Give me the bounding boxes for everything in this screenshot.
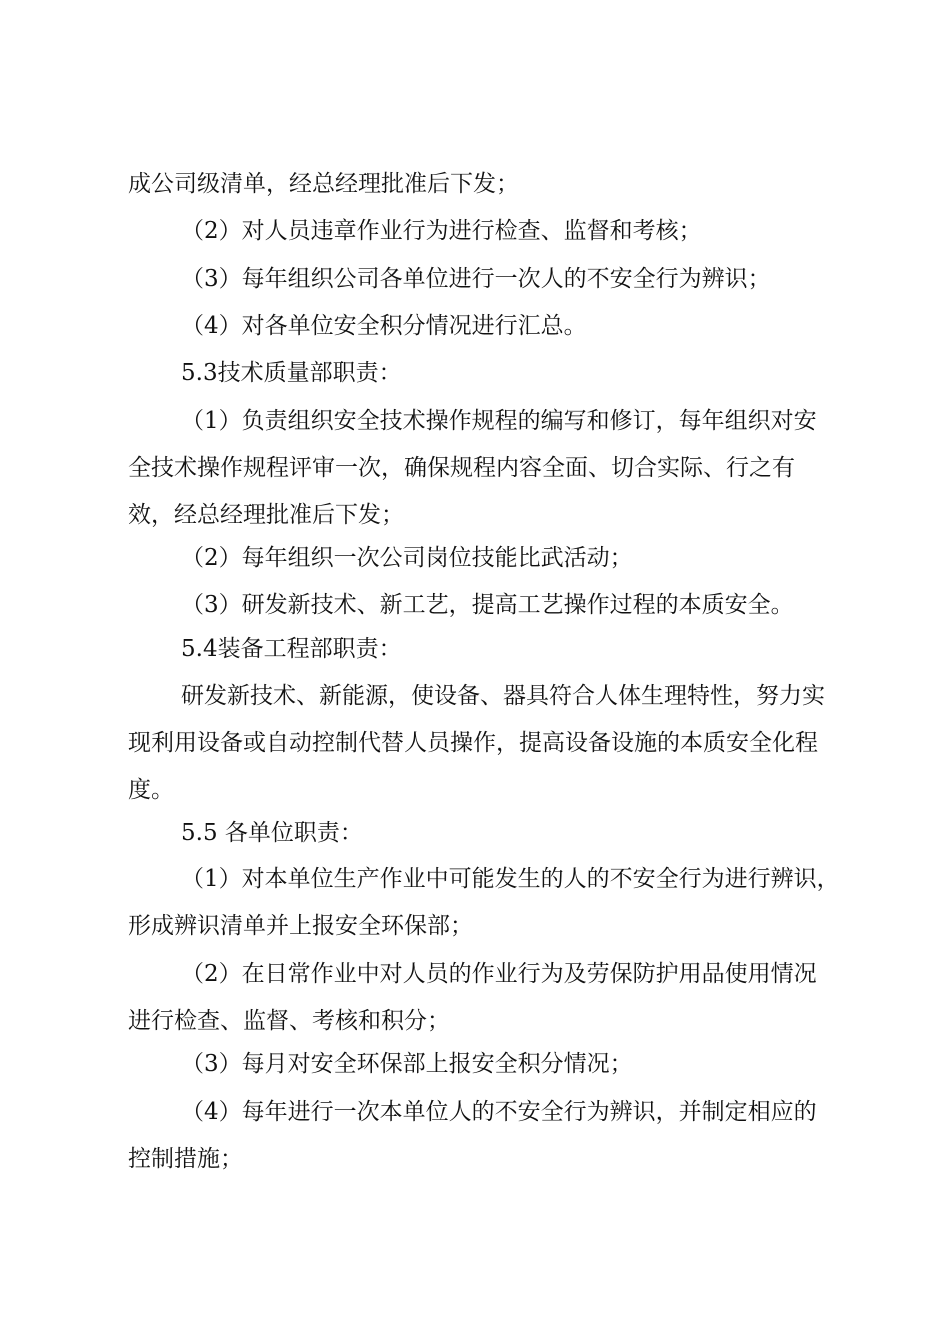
text-line: （2）每年组织一次公司岗位技能比武活动； [181,545,633,571]
text-line: 度。 [128,777,174,803]
section-heading: 5.3技术质量部职责： [181,360,402,386]
text-line: 控制措施； [128,1146,243,1172]
text-line: （3）每年组织公司各单位进行一次人的不安全行为辨识； [181,266,771,292]
text-line: （3）研发新技术、新工艺，提高工艺操作过程的本质安全。 [181,592,794,618]
text-line: （4）每年进行一次本单位人的不安全行为辨识，并制定相应的 [181,1099,817,1125]
text-line: 进行检查、监督、考核和积分； [128,1008,450,1034]
section-heading: 5.4装备工程部职责： [181,636,402,662]
text-line: （1）负责组织安全技术操作规程的编写和修订，每年组织对安 [181,408,817,434]
section-heading: 5.5 各单位职责： [181,820,363,846]
text-line: （4）对各单位安全积分情况进行汇总。 [181,313,587,339]
text-line: （3）每月对安全环保部上报安全积分情况； [181,1051,633,1077]
text-line: 全技术操作规程评审一次，确保规程内容全面、切合实际、行之有 [128,455,795,481]
text-line: 现利用设备或自动控制代替人员操作，提高设备设施的本质安全化程 [128,730,818,756]
text-line: （1）对本单位生产作业中可能发生的人的不安全行为进行辨识， [181,866,840,892]
text-line: （2）对人员违章作业行为进行检查、监督和考核； [181,218,702,244]
text-line: 研发新技术、新能源，使设备、器具符合人体生理特性，努力实 [181,683,825,709]
text-line: （2）在日常作业中对人员的作业行为及劳保防护用品使用情况 [181,961,817,987]
text-line: 效，经总经理批准后下发； [128,502,404,528]
text-line: 形成辨识清单并上报安全环保部； [128,913,473,939]
text-line: 成公司级清单，经总经理批准后下发； [128,171,519,197]
